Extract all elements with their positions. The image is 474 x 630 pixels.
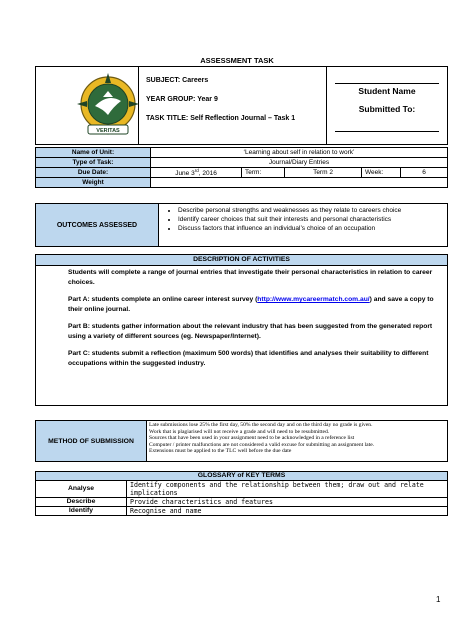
- submitted-to-line: [335, 131, 439, 132]
- rule-line: Extensions must be applied to the TLC well before the due date: [149, 448, 292, 454]
- table-row: [36, 158, 448, 168]
- week-label: Week:: [362, 168, 401, 178]
- type-of-task-label: Type of Task:: [36, 158, 151, 168]
- outcomes-section: [35, 203, 448, 247]
- term-label: Term:: [242, 168, 285, 178]
- activities-section: [35, 254, 448, 406]
- year-group-text: YEAR GROUP: Year 9: [146, 96, 218, 103]
- outcomes-list: [164, 206, 401, 233]
- term-value: Term 2: [285, 168, 362, 178]
- outcomes-label: OUTCOMES ASSESSED: [36, 204, 159, 246]
- weight-value: [151, 178, 448, 188]
- school-crest-logo: [73, 71, 143, 141]
- list-item: • Identify career choices that suit their interests and personal characteristics: [178, 215, 401, 224]
- method-rules: [149, 422, 445, 455]
- glossary-table: [35, 471, 448, 516]
- method-section: [35, 420, 448, 462]
- unit-details-table: [35, 147, 448, 188]
- due-date-suffix: rd: [194, 168, 199, 173]
- name-of-unit-value: ‘Learning about self in relation to work’: [151, 148, 448, 158]
- glossary-definition: Identify components and the relationship between them; draw out and relate implications: [127, 481, 448, 498]
- due-date-year: , 2016: [198, 170, 217, 178]
- table-row: [36, 472, 448, 481]
- activities-intro: Students will complete a range of journal entries that investigate their personal characteristics in relation to career choices.: [68, 269, 433, 286]
- part-a-text: Part A: students complete an online career interest survey (: [68, 296, 258, 303]
- table-row: [36, 168, 448, 178]
- name-of-unit-label: Name of Unit:: [36, 148, 151, 158]
- due-date-day: June 3: [175, 170, 195, 178]
- type-of-task-value: Journal/Diary Entries: [151, 158, 448, 168]
- student-info-panel: [327, 67, 447, 144]
- glossary-term: Identify: [36, 507, 127, 516]
- activities-heading: DESCRIPTION OF ACTIVITIES: [36, 255, 447, 266]
- rule-line: Work that is plagiarised will not receive a grade and will need to be resubmitted.: [149, 428, 330, 435]
- table-row: [36, 507, 448, 516]
- student-name-label: Student Name: [358, 86, 416, 96]
- part-a: [68, 295, 440, 314]
- glossary-term: Describe: [36, 498, 127, 507]
- glossary-term: Analyse: [36, 481, 127, 498]
- submitted-to-label: Submitted To:: [358, 104, 416, 114]
- page-number: 1: [436, 595, 441, 604]
- method-label: METHOD OF SUBMISSION: [36, 421, 147, 461]
- task-title-text: TASK TITLE: Self Reflection Journal – Task 1: [146, 115, 296, 122]
- rule-line: Computer / printer malfunctions are not considered a valid excuse for submitting an assignment late.: [149, 441, 375, 448]
- list-item: • Describe personal strengths and weaknesses as they relate to careers choice: [178, 206, 401, 215]
- glossary-definition: Recognise and name: [127, 507, 448, 516]
- table-row: [36, 481, 448, 498]
- rule-line: Sources that have been used in your assignment need to be acknowledged in a reference list: [149, 435, 355, 441]
- list-item: • Discuss factors that influence an individual’s choice of an occupation: [178, 224, 401, 233]
- document-title: ASSESSMENT TASK: [200, 56, 274, 65]
- glossary-heading: GLOSSARY of KEY TERMS: [36, 472, 448, 481]
- subject-text: SUBJECT: Careers: [146, 77, 209, 84]
- svg-text:VERITAS: VERITAS: [96, 128, 120, 134]
- due-date-value: [151, 168, 242, 178]
- glossary-definition: Provide characteristics and features: [127, 498, 448, 507]
- rule-line: Late submissions lose 25% the first day, 50% the second day and on the third day no grade is given.: [149, 422, 373, 428]
- table-row: [36, 498, 448, 507]
- career-match-link[interactable]: http://www.mycareermatch.com.au/: [257, 296, 370, 303]
- part-c: Part C: students submit a reflection (maximum 500 words) that identifies and analyses their suitability to different occupations within the suggested industry.: [68, 350, 429, 367]
- table-row: [36, 178, 448, 188]
- header-box: [35, 66, 448, 145]
- student-name-line: [335, 83, 439, 84]
- weight-label: Weight: [36, 178, 151, 188]
- table-row: [36, 148, 448, 158]
- week-value: 6: [401, 168, 448, 178]
- part-b: Part B: students gather information about the relevant industry that has been suggested from the generated report using a variety of different sources (eg. Newspaper/Internet).: [68, 323, 433, 340]
- activities-body: [68, 268, 440, 376]
- part-a-text-end: ) and save a copy to their online journal.: [68, 296, 434, 313]
- due-date-label: Due Date:: [36, 168, 151, 178]
